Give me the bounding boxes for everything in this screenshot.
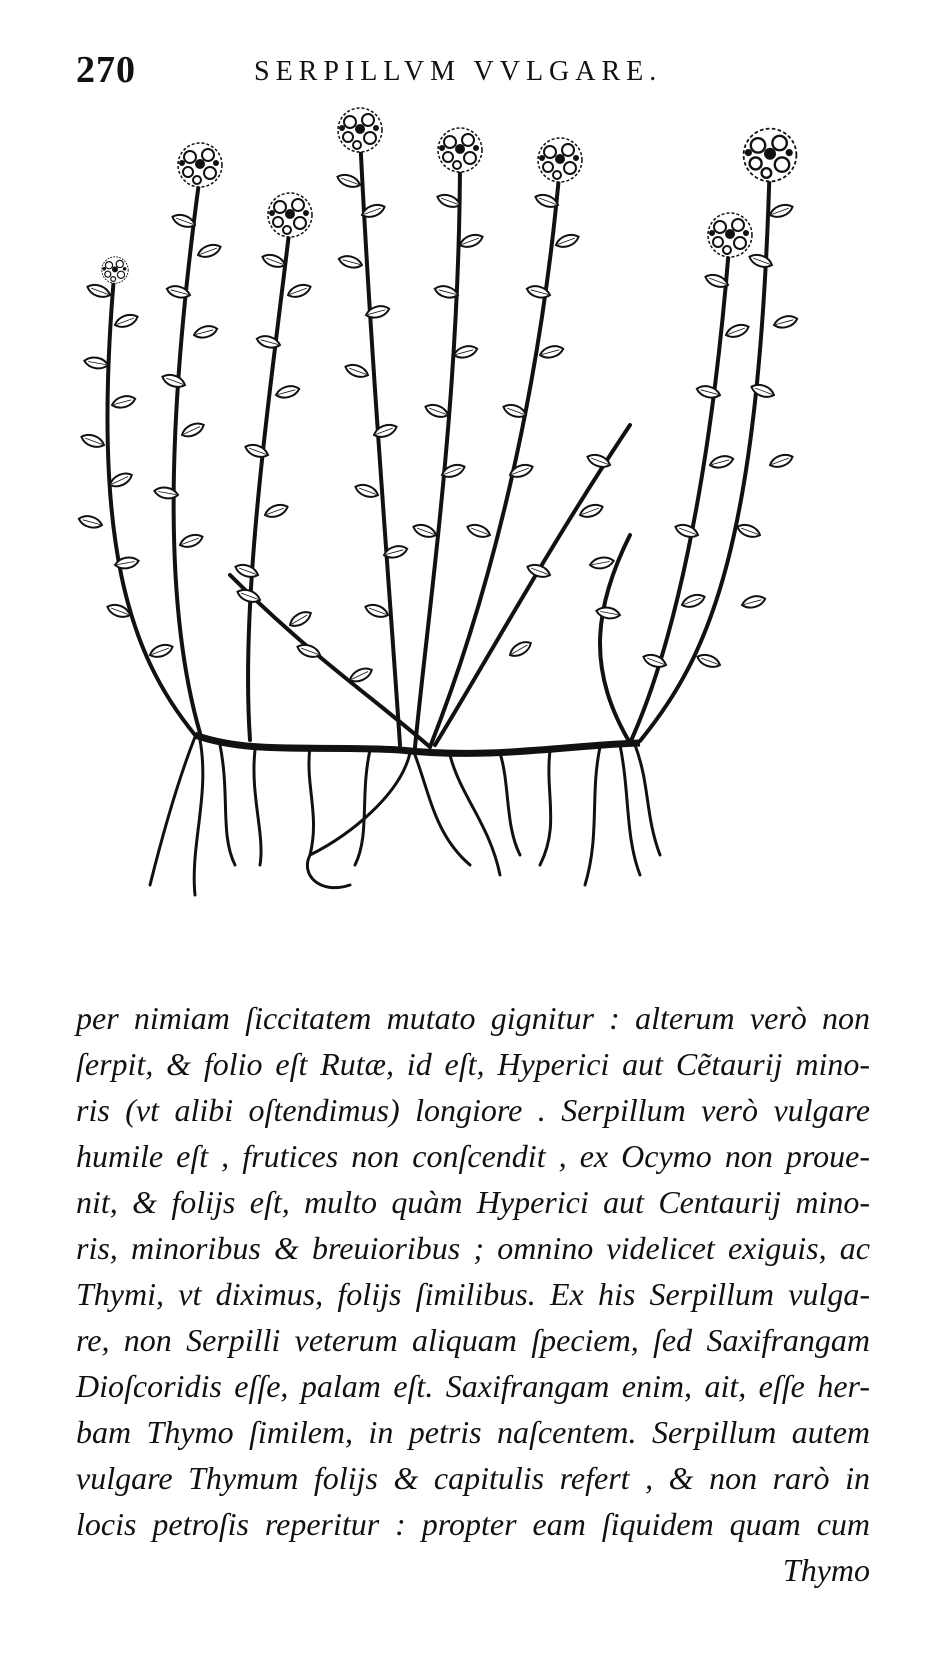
page-number: 270 bbox=[76, 49, 136, 91]
text-line: humile eſt , frutices non conſcendit , ex Ocymo non proue- bbox=[76, 1138, 870, 1174]
text-line: bam Thymo ſimilem, in petris naſcentem. Serpillum autem bbox=[76, 1414, 870, 1450]
text-line: ſerpit, & folio eſt Rutæ, id eſt, Hyperici aut Cẽtaurij mino- bbox=[76, 1046, 870, 1082]
text-line: nit, & folijs eſt, multo quàm Hyperici aut Centaurij mino- bbox=[76, 1184, 870, 1220]
catchword: Thymo bbox=[782, 1552, 870, 1588]
text-line: per nimiam ſiccitatem mutato gignitur : alterum verò non bbox=[76, 1000, 870, 1036]
text-line: ris (vt alibi oſtendimus) longiore . Serpillum verò vulgare bbox=[76, 1092, 870, 1128]
text-line: ris, minoribus & breuioribus ; omnino videlicet exiguis, ac bbox=[76, 1230, 870, 1266]
text-line: Thymi, vt diximus, folijs ſimilibus. Ex his Serpillum vulga- bbox=[76, 1276, 870, 1312]
text-line: Dioſcoridis eſſe, palam eſt. Saxifrangam enim, ait, eſſe her- bbox=[76, 1368, 870, 1404]
text-line: vulgare Thymum folijs & capitulis refert , & non rarò in bbox=[76, 1460, 870, 1496]
running-title: SERPILLVM VVLGARE. bbox=[254, 56, 663, 87]
serpillum-vulgare-woodcut-icon bbox=[70, 95, 860, 975]
body-text bbox=[76, 995, 870, 1593]
text-line: locis petroſis reperitur : propter eam ſiquidem quam cum bbox=[76, 1506, 870, 1542]
text-line: re, non Serpilli veterum aliquam ſpeciem, ſed Saxifrangam bbox=[76, 1322, 870, 1358]
page-header bbox=[76, 48, 836, 98]
